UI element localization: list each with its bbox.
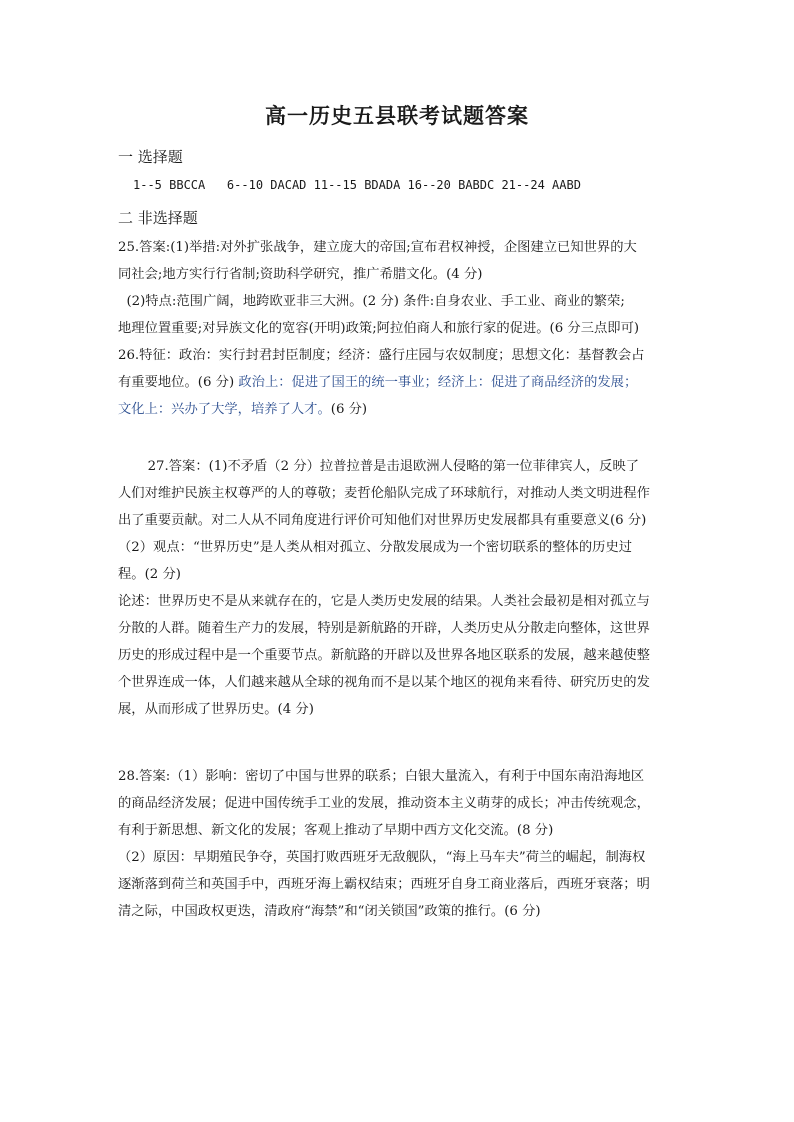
text-line: 人们对维护民族主权尊严的人的尊敬；麦哲伦船队完成了环球航行，对推动人类文明进程作 — [118, 486, 650, 501]
document-title: 高一历史五县联考试题答案 — [265, 103, 529, 128]
text-line: 27.答案：(1)不矛盾（2 分）拉普拉普是击退欧洲人侵略的第一位菲律宾人，反映了 — [118, 459, 640, 474]
text-line: （2）观点：“世界历史”是人类从相对孤立、分散发展成为一个密切联系的整体的历史过 — [118, 540, 633, 555]
text-line: (2)特点:范围广阔，地跨欧亚非三大洲。(2 分) 条件:自身农业、手工业、商业的繁荣; — [118, 294, 625, 309]
text-line — [118, 369, 678, 396]
text-line — [118, 396, 678, 423]
answer-q27 — [118, 453, 678, 723]
answer-q28 — [118, 763, 678, 925]
text-line: 25.答案:(1)举措:对外扩张战争，建立庞大的帝国;宣布君权神授，企图建立已知世界的大 — [118, 240, 637, 255]
text-line: 28.答案:（1）影响：密切了中国与世界的联系；白银大量流入，有利于中国东南沿海地区 — [118, 769, 645, 784]
text-segment-blue: 文化上：兴办了大学，培养了人才。 — [118, 402, 331, 417]
text-line: 历史的形成过程中是一个重要节点。新航路的开辟以及世界各地区联系的发展，越来越使整 — [118, 648, 650, 663]
text-segment: 有重要地位。(6 分) — [118, 375, 239, 390]
answer-q25 — [118, 234, 678, 342]
text-line: 逐渐落到荷兰和英国手中，西班牙海上霸权结束；西班牙自身工商业落后，西班牙衰落；明 — [118, 877, 650, 892]
text-line: （2）原因：早期殖民争夺，英国打败西班牙无敌舰队，“海上马车夫”荷兰的崛起，制海权 — [118, 850, 646, 865]
text-line: 26.特征：政治：实行封君封臣制度；经济：盛行庄园与农奴制度；思想文化：基督教会占 — [118, 348, 645, 363]
text-line: 的商品经济发展；促进中国传统手工业的发展，推动资本主义萌芽的成长；冲击传统观念， — [118, 796, 650, 811]
text-segment: (6 分) — [330, 402, 368, 417]
answer-q26 — [118, 342, 678, 423]
text-line: 有利于新思想、新文化的发展；客观上推动了早期中西方文化交流。(8 分) — [118, 823, 554, 838]
text-line: 个世界连成一体，人们越来越从全球的视角而不是以某个地区的视角来看待、研究历史的发 — [118, 675, 650, 690]
choice-answers: 1--5 BBCCA 6--10 DACAD 11--15 BDADA 16--20 BABDC 21--24 AABD — [133, 178, 581, 192]
text-line: 清之际，中国政权更迭，清政府“海禁”和“闭关锁国”政策的推行。(6 分) — [118, 904, 541, 919]
text-line: 展，从而形成了世界历史。(4 分) — [118, 702, 314, 717]
text-line: 分散的人群。随着生产力的发展，特别是新航路的开辟，人类历史从分散走向整体，这世界 — [118, 621, 650, 636]
text-segment-blue: 政治上：促进了国王的统一事业；经济上：促进了商品经济的发展； — [238, 375, 638, 390]
section-heading-choice: 一 选择题 — [118, 148, 183, 166]
text-line: 同社会;地方实行行省制;资助科学研究，推广希腊文化。(4 分) — [118, 267, 483, 282]
text-line: 论述：世界历史不是从来就存在的，它是人类历史发展的结果。人类社会最初是相对孤立与 — [118, 594, 650, 609]
text-line: 地理位置重要;对异族文化的宽容(开明)政策;阿拉伯商人和旅行家的促进。(6 分三点即可) — [118, 321, 640, 336]
section-heading-nonchoice: 二 非选择题 — [118, 209, 198, 227]
text-line: 出了重要贡献。对二人从不同角度进行评价可知他们对世界历史发展都具有重要意义(6 分) — [118, 513, 647, 528]
text-line: 程。(2 分) — [118, 567, 181, 582]
